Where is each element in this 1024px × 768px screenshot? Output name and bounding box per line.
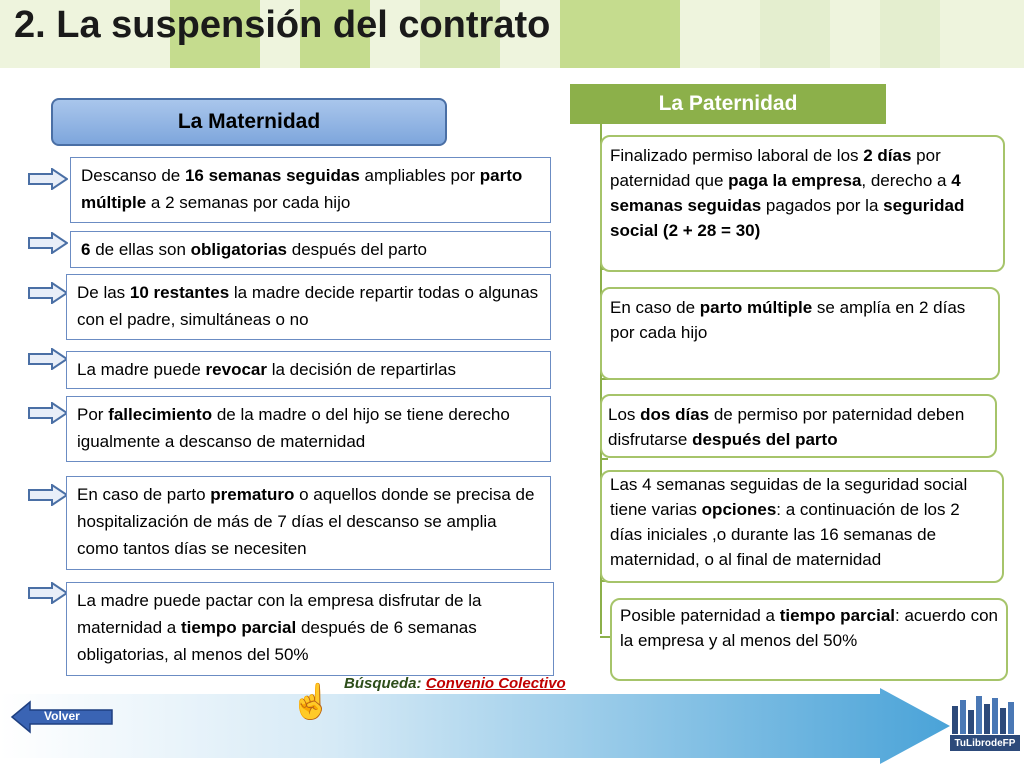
arrow-right-icon [28, 232, 68, 254]
search-label: Búsqueda: [344, 675, 422, 692]
arrow-right-icon [28, 168, 68, 190]
emphasis-text: parto múltiple [81, 166, 523, 212]
emphasis-text: 10 restantes [129, 283, 230, 302]
header-stripe [560, 0, 680, 68]
maternidad-item: La madre puede revocar la decisión de repartirlas [66, 351, 551, 389]
arrow-right-icon [28, 348, 68, 370]
pointer-hand-icon: ☝ [290, 683, 333, 721]
header-stripe [880, 0, 940, 68]
maternidad-item: En caso de parto prematuro o aquellos donde se precisa de hospitalización de más de 7 días el descanso se amplia como tantos días se necesiten [66, 476, 551, 570]
emphasis-text: parto múltiple [699, 298, 813, 317]
maternidad-item: La madre puede pactar con la empresa disfrutar de la maternidad a tiempo parcial después de 6 semanas obligatorias, al menos del 50% [66, 582, 554, 676]
emphasis-text: opciones [701, 500, 777, 519]
maternidad-item: Por fallecimiento de la madre o del hijo se tiene derecho igualmente a descanso de maternidad [66, 396, 551, 462]
arrow-right-icon [28, 282, 68, 304]
paternidad-item: En caso de parto múltiple se amplía en 2 días por cada hijo [600, 287, 1000, 380]
emphasis-text: 16 semanas seguidas [184, 166, 360, 185]
emphasis-text: después del parto [692, 430, 838, 449]
paternidad-item: Las 4 semanas seguidas de la seguridad social tiene varias opciones: a continuación de los 2 días iniciales ,o durante las 16 semanas de maternidad, o al final de maternidad [600, 470, 1004, 583]
emphasis-text: revocar [205, 360, 267, 379]
emphasis-text: tiempo parcial [180, 618, 297, 637]
maternidad-item: 6 de ellas son obligatorias después del parto [70, 231, 551, 268]
arrow-right-icon [28, 402, 68, 424]
logo-books-icon [950, 692, 1018, 734]
emphasis-text: seguridad social (2 + 28 = 30) [610, 196, 965, 240]
emphasis-text: dos días [640, 405, 710, 424]
paternidad-item: Los dos días de permiso por paternidad deben disfrutarse después del parto [600, 394, 997, 458]
logo-text: TuLibrodeFP [950, 735, 1020, 751]
tree-branch [600, 458, 608, 460]
back-button-label[interactable]: Volver [44, 709, 80, 723]
footer-ribbon [0, 688, 1024, 768]
paternidad-heading: La Paternidad [570, 84, 886, 124]
paternidad-item: Finalizado permiso laboral de los 2 días por paternidad que paga la empresa, derecho a 4 semanas seguidas pagados por la seguridad social (2 + 28 = 30) [600, 135, 1005, 272]
emphasis-text: fallecimiento [108, 405, 213, 424]
emphasis-text: 4 semanas seguidas [610, 171, 961, 215]
emphasis-text: tiempo parcial [779, 606, 895, 625]
emphasis-text: 6 [81, 240, 91, 259]
paternidad-item: Posible paternidad a tiempo parcial: acuerdo con la empresa y al menos del 50% [610, 598, 1008, 681]
arrow-right-icon [28, 484, 68, 506]
emphasis-text: obligatorias [190, 240, 288, 259]
emphasis-text: prematuro [210, 485, 295, 504]
page-title: 2. La suspensión del contrato [14, 4, 551, 46]
search-keyword-link[interactable]: Convenio Colectivo [425, 675, 566, 692]
maternidad-item: De las 10 restantes la madre decide repartir todas o algunas con el padre, simultáneas o no [66, 274, 551, 340]
emphasis-text: paga la empresa [728, 171, 862, 190]
maternidad-item: Descanso de 16 semanas seguidas ampliables por parto múltiple a 2 semanas por cada hijo [70, 157, 551, 223]
arrow-right-icon [28, 582, 68, 604]
header-stripe [760, 0, 830, 68]
emphasis-text: 2 días [863, 146, 912, 165]
maternidad-heading: La Maternidad [51, 98, 447, 146]
